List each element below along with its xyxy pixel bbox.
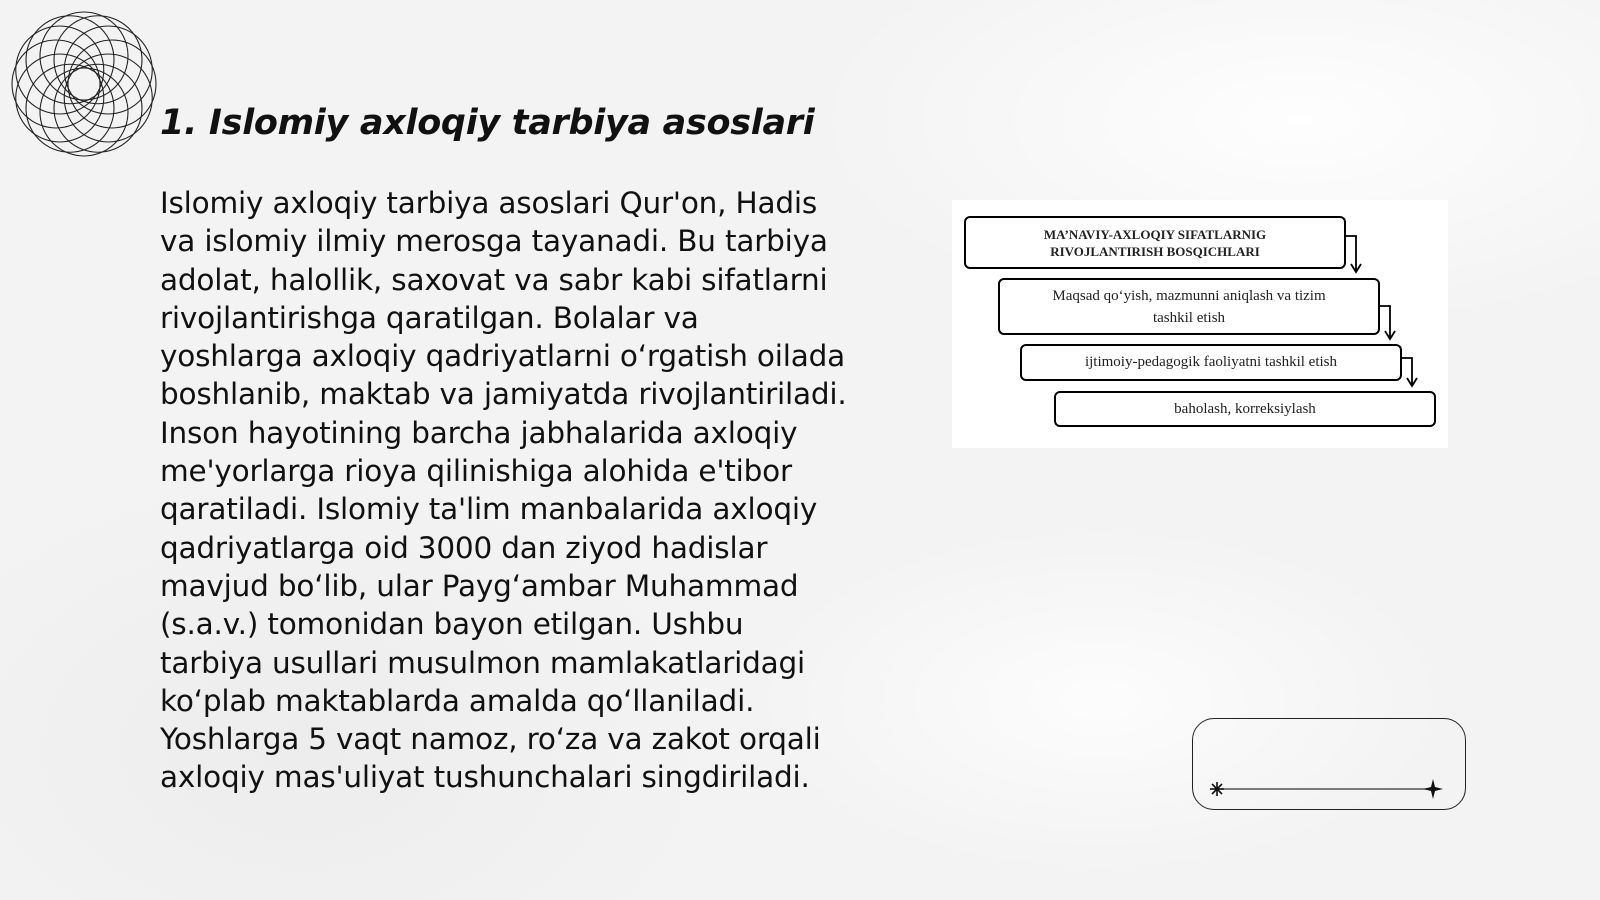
four-point-star-icon [1423,779,1443,799]
rosette-ring [54,64,142,152]
step-arrow-3 [1402,358,1412,386]
slide-title: 1. Islomiy axloqiy tarbiya asoslari [160,103,815,143]
diagram-step-1-line-1: MA’NAVIY-AXLOQIY SIFATLARNIG [1043,226,1267,242]
diagram-step-4-label: baholash, korreksiylash [1174,400,1316,417]
rosette-ring [16,26,104,114]
decorative-card [1192,718,1466,810]
sparkle-star-icon [1210,782,1224,796]
rosette-ring [26,16,114,104]
diagram-step-4 [1054,391,1436,427]
rosette-ring [64,54,152,142]
rosette-ornament-icon [8,8,160,160]
slide-body-paragraph: Islomiy axloqiy tarbiya asoslari Qur'on, Hadis va islomiy ilmiy merosga tayanadi. Bu tarbiya adolat, halollik, saxovat va sabr kabi sifatlarni rivojlantirishga qaratilgan. Bolalar va yoshlarga axloqiy qadriyatlarni o‘rgatish oilada boshlanib, maktab va jamiyatda rivojlantiriladi. Inson hayotining barcha jabhalarida axloqiy me'yorlarga rioya qilinishiga alohida e'tibor qaratiladi. Islomiy ta'lim manbalarida axloqiy qadriyatlarga oid 3000 dan ziyod hadislar mavjud bo‘lib, ular Payg‘ambar Muhammad (s.a.v.) tomonidan bayon etilgan. Ushbu tarbiya usullari musulmon mamlakatlaridagi ko‘plab maktablarda amalda qo‘llaniladi. Yoshlarga 5 vaqt namoz, ro‘za va zakot orqali axloqiy mas'uliyat tushunchalari singdiriladi. [160,186,847,795]
diagram-step-3-label: ijtimoiy-pedagogik faoliyatni tashkil etish [1084,354,1338,370]
diagram-step-3 [1020,344,1402,381]
rosette-ring [12,40,100,128]
rosette-ring [40,68,128,156]
diagram-step-1-line-2: RIVOJLANTIRISH BOSQICHLARI [1050,243,1260,259]
rosette-ring [64,26,152,114]
rosette-ring [54,16,142,104]
diagram-step-2-line-1: Maqsad qo‘yish, mazmunni aniqlash va tizim [1052,287,1326,304]
decorative-line [1193,719,1467,811]
stages-diagram [952,200,1448,448]
diagram-step-1 [964,216,1346,269]
rosette-ring [16,54,104,142]
rosette-ring [26,64,114,152]
diagram-step-2-line-2: tashkil etish [1152,309,1226,326]
step-arrow-2 [1380,306,1390,339]
rosette-ring [40,12,128,100]
step-arrow-1 [1346,236,1356,272]
rosette-ring [68,40,156,128]
diagram-step-2 [998,278,1380,335]
